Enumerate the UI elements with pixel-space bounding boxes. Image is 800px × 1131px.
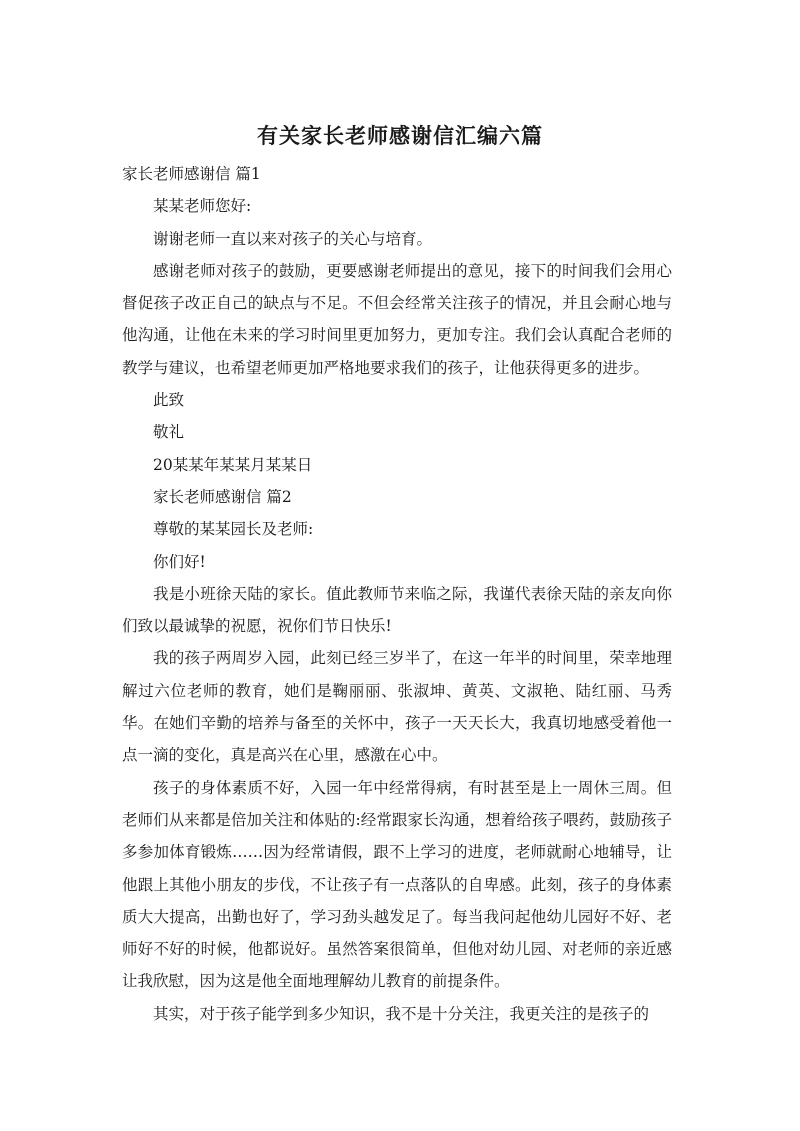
closing: 此致 <box>153 391 185 410</box>
document-title: 有关家长老师感谢信汇编六篇 <box>257 124 543 148</box>
date-line: 20某某年某某月某某日 <box>153 455 313 474</box>
paragraph: 感谢老师对孩子的鼓励，更要感谢老师提出的意见，接下的时间我们会用心督促孩子改正自己的缺点与不足。不但会经常关注孩子的情况，并且会耐心地与他沟通，让他在未来的学习时间里更加努力，更加专注。我们会认真配合老师的教学与建议，也希望老师更加严格地要求我们的孩子，让他获得更多的进步。 <box>122 261 672 377</box>
paragraph: 我的孩子两周岁入园，此刻已经三岁半了，在这一年半的时间里，荣幸地理解过六位老师的教育，她们是鞠丽丽、张淑坤、黄英、文淑艳、陆红丽、马秀华。在她们辛勤的培养与备至的关怀中，孩子一天天长大，我真切地感受着他一点一滴的变化，真是高兴在心里，感激在心中。 <box>122 649 672 765</box>
paragraph: 孩子的身体素质不好，入园一年中经常得病，有时甚至是上一周休三周。但老师们从来都是倍加关注和体贴的:经常跟家长沟通，想着给孩子喂药，鼓励孩子多参加体育锻炼……因为经常请假，跟不上学习的进度，老师就耐心地辅导，让他跟上其他小朋友的步伐，不让孩子有一点落队的自卑感。此刻，孩子的身体素质大大提高，出勤也好了，学习劲头越发足了。每当我问起他幼儿园好不好、老师好不好的时候，他都说好。虽然答案很简单，但他对幼儿园、对老师的亲近感让我欣慰，因为这是他全面地理解幼儿教育的前提条件。 <box>122 778 672 991</box>
paragraph: 我是小班徐天陆的家长。值此教师节来临之际，我谨代表徐天陆的亲友向你们致以最诚挚的祝愿，祝你们节日快乐! <box>122 584 672 636</box>
paragraph: 谢谢老师一直以来对孩子的关心与培育。 <box>153 229 433 248</box>
document-body <box>122 158 672 1030</box>
section-heading: 家长老师感谢信 篇2 <box>153 487 292 506</box>
salutation: 尊敬的某某园长及老师: <box>153 520 314 539</box>
salutation: 某某老师您好: <box>153 197 252 216</box>
greeting: 你们好! <box>153 552 206 571</box>
section-heading: 家长老师感谢信 篇1 <box>122 165 261 183</box>
closing: 敬礼 <box>153 423 185 442</box>
paragraph: 其实，对于孩子能学到多少知识，我不是十分关注，我更关注的是孩子的 <box>153 1004 650 1023</box>
